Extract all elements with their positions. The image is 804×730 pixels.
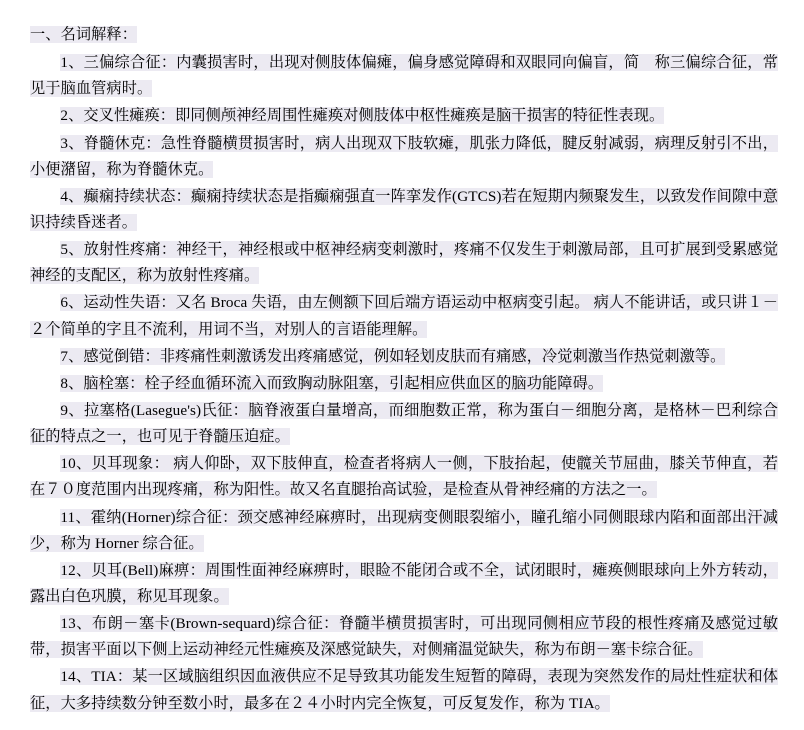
definition-paragraph-14: [30, 664, 778, 716]
definition-paragraph-13: [30, 611, 778, 663]
definition-paragraph-1: [30, 50, 778, 102]
definition-paragraph-10: [30, 451, 778, 503]
definition-text-4: 4、癫痫持续状态：癫痫持续状态是指癫痫强直一阵挛发作(GTCS)若在短期内频聚发生，以致发作间隙中意识持续昏迷者。: [30, 187, 778, 231]
definition-text-9: 9、拉塞格(Lasegue's)氏征：脑脊液蛋白量增高，而细胞数正常，称为蛋白－细胞分离，是格林－巴利综合征的特点之一，也可见于脊髓压迫症。: [30, 401, 778, 446]
definition-text-11: 11、霍纳(Horner)综合征：颈交感神经麻痹时，出现病变侧眼裂缩小，瞳孔缩小同侧眼球内陷和面部出汗减少，称为 Horner 综合征。: [30, 508, 778, 552]
definition-paragraph-3: [30, 131, 778, 183]
definition-text-14: 14、TIA：某一区域脑组织因血液供应不足导致其功能发生短暂的障碍，表现为突然发作的局灶性症状和体征，大多持续数分钟至数小时，最多在２４小时内完全恢复，可反复发作，称为 TIA。: [30, 668, 778, 712]
definition-text-5: 5、放射性疼痛：神经干，神经根或中枢神经病变刺激时，疼痛不仅发生于刺激局部，且可扩展到受累感觉神经的支配区，称为放射性疼痛。: [30, 241, 778, 285]
section-title: [30, 22, 778, 48]
definition-text-13: 13、布朗－塞卡(Brown-sequard)综合征：脊髓半横贯损害时，可出现同侧相应节段的根性疼痛及感觉过敏带，损害平面以下侧上运动神经元性瘫痪及深感觉缺失，对侧痛温觉缺失，称为布朗－塞卡综合征。: [30, 615, 778, 659]
definition-paragraph-12: [30, 558, 778, 610]
definition-text-2: 2、交叉性瘫痪：即同侧颅神经周围性瘫痪对侧肢体中枢性瘫痪是脑干损害的特征性表现。: [60, 107, 665, 125]
definition-text-1: 1、三偏综合征：内囊损害时，出现对侧肢体偏瘫，偏身感觉障碍和双眼同向偏盲，简 称三偏综合征，常见于脑血管病时。: [30, 54, 778, 98]
definition-text-3: 3、脊髓休克：急性脊髓横贯损害时，病人出现双下肢软瘫，肌张力降低，腱反射减弱，病理反射引不出，小便潴留，称为脊髓休克。: [30, 134, 778, 178]
section-title-text: 一、名词解释：: [30, 26, 138, 43]
definition-paragraph-6: [30, 290, 778, 342]
definition-text-10: 10、贝耳现象： 病人仰卧，双下肢伸直，检查者将病人一侧，下肢抬起，使髋关节屈曲，膝关节伸直，若在７０度范围内出现疼痛，称为阳性。故又名直腿抬高试验，是检查从骨神经痛的方法之一。: [30, 455, 778, 499]
definition-text-7: 7、感觉倒错：非疼痛性刺激诱发出疼痛感觉，例如轻划皮肤而有痛感，冷觉刺激当作热觉刺激等。: [60, 347, 726, 365]
definition-text-6: 6、运动性失语：又名 Broca 失语，由左侧额下回后端方语运动中枢病变引起。 病人不能讲话，或只讲１－２个简单的字且不流利，用词不当，对别人的言语能理解。: [30, 294, 778, 338]
definition-paragraph-11: [30, 505, 778, 557]
definition-text-8: 8、脑栓塞：栓子经血循环流入而致胸动脉阻塞，引起相应供血区的脑功能障碍。: [60, 374, 604, 392]
definition-paragraph-2: [30, 103, 778, 129]
definition-paragraph-5: [30, 237, 778, 289]
definition-paragraph-9: [30, 398, 778, 450]
definition-paragraph-4: [30, 184, 778, 236]
definition-text-12: 12、贝耳(Bell)麻痹：周围性面神经麻痹时，眼睑不能闭合或不全，试闭眼时，瘫痪侧眼球向上外方转动，露出白色巩膜，称见耳现象。: [30, 561, 778, 605]
definition-paragraph-8: [30, 371, 778, 397]
definition-paragraph-7: [30, 344, 778, 370]
